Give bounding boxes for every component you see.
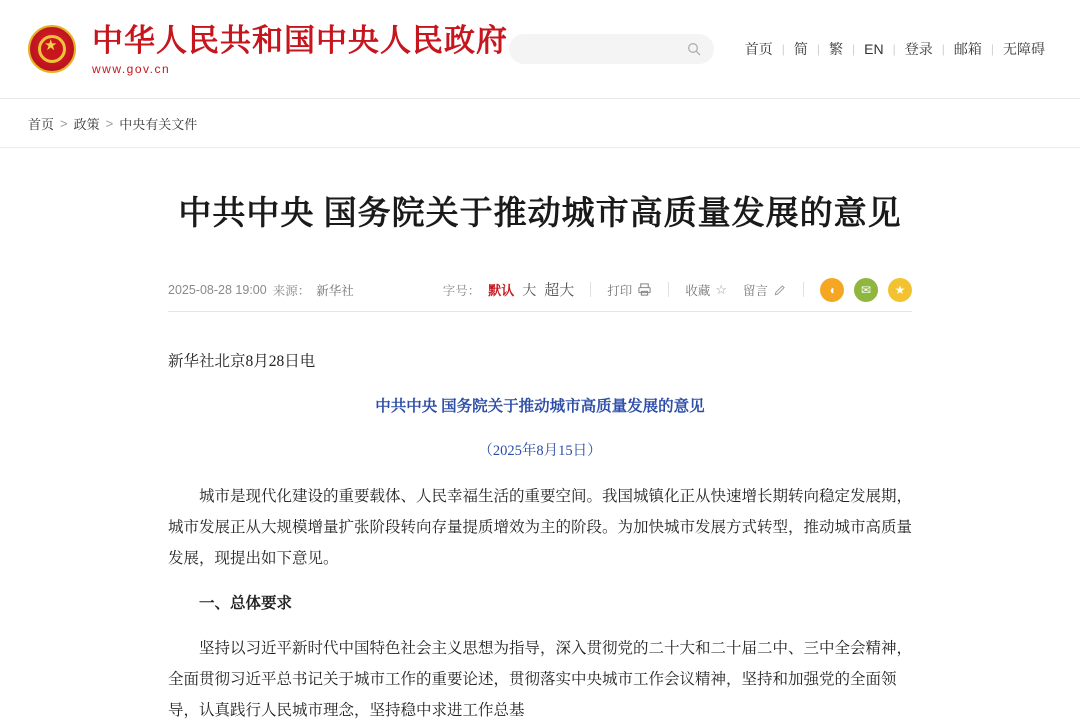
nav-item-simplified[interactable]: 简 <box>793 41 808 57</box>
comment-button[interactable] <box>743 281 787 299</box>
brand-subtitle: www.gov.cn <box>92 61 171 76</box>
site-brand[interactable] <box>92 23 508 76</box>
search-input[interactable] <box>521 41 686 57</box>
nav-separator: | <box>892 42 896 56</box>
site-header <box>0 0 1080 99</box>
nav-item-traditional[interactable]: 繁 <box>829 41 844 57</box>
divider <box>803 282 804 297</box>
paragraph-1: 城市是现代化建设的重要载体、人民幸福生活的重要空间。我国城镇化正从快速增长期转向稳定发展期，城市发展正从大规模增量扩张阶段转向存量提质增效为主的阶段。为加快城市发展方式转型，推动城市高质量发展，现提出如下意见。 <box>168 488 913 567</box>
font-size-control <box>443 279 575 300</box>
nav-separator: | <box>990 42 994 56</box>
search-box[interactable] <box>509 34 714 64</box>
article-meta-bar <box>168 268 912 312</box>
nav-separator: | <box>852 42 856 56</box>
nav-item-accessibility[interactable]: 无障碍 <box>1003 41 1045 57</box>
pencil-icon <box>773 283 787 297</box>
nav-item-english[interactable]: EN <box>864 41 884 57</box>
nav-item-mail[interactable]: 邮箱 <box>953 41 982 57</box>
font-size-default-button[interactable]: 默认 <box>488 283 515 298</box>
source-label: 来源： <box>272 283 311 298</box>
nav-separator: | <box>781 42 785 56</box>
publish-datetime: 2025-08-28 19:00 <box>168 282 267 297</box>
share-buttons <box>820 278 912 302</box>
header-nav <box>736 39 1054 59</box>
font-size-large-button[interactable]: 大 <box>522 282 537 298</box>
nav-item-login[interactable]: 登录 <box>904 41 933 57</box>
star-icon: ☆ <box>715 281 727 297</box>
dateline: 新华社北京8月28日电 <box>168 353 316 370</box>
divider <box>590 282 591 297</box>
document-date: （2025年8月15日） <box>478 443 602 459</box>
breadcrumb-item-central-documents[interactable]: 中央有关文件 <box>119 116 198 132</box>
document-subtitle: 中共中央 国务院关于推动城市高质量发展的意见 <box>375 398 705 415</box>
breadcrumb-separator: > <box>105 115 114 131</box>
article-body <box>168 346 912 726</box>
printer-icon <box>637 282 652 297</box>
header-right <box>509 34 1054 64</box>
source-name: 新华社 <box>316 283 354 298</box>
font-size-xlarge-button[interactable]: 超大 <box>544 282 575 299</box>
breadcrumb-item-home[interactable]: 首页 <box>28 116 55 132</box>
paragraph-2: 坚持以习近平新时代中国特色社会主义思想为指导，深入贯彻党的二十大和二十届二中、三中全会精神，全面贯彻习近平总书记关于城市工作的重要论述，贯彻落实中央城市工作会议精神，坚持和加强党的全面领导，认真践行人民城市理念，坚持稳中求进工作总基 <box>168 640 913 719</box>
breadcrumb-item-policy[interactable]: 政策 <box>73 116 100 132</box>
nav-separator: | <box>816 42 821 56</box>
meta-center <box>443 278 912 302</box>
print-button[interactable] <box>607 281 652 299</box>
comment-label: 留言 <box>742 283 768 298</box>
national-emblem-icon: ★ <box>26 23 78 75</box>
font-size-label: 字号： <box>442 284 481 298</box>
print-label: 打印 <box>607 283 633 298</box>
breadcrumb-separator: > <box>60 115 68 131</box>
brand-title: 中华人民共和国中央人民政府 <box>92 22 508 58</box>
divider <box>668 282 669 297</box>
breadcrumb <box>0 99 1080 148</box>
qzone-share-icon[interactable]: ★ <box>888 278 912 302</box>
wechat-share-icon[interactable]: ✉ <box>854 278 878 302</box>
favorite-button[interactable] <box>685 281 727 299</box>
favorite-label: 收藏 <box>685 283 711 298</box>
page-title: 中共中央 国务院关于推动城市高质量发展的意见 <box>178 196 902 232</box>
weibo-share-icon[interactable]: ◖ <box>820 278 844 302</box>
nav-separator: | <box>941 42 945 56</box>
search-icon[interactable] <box>686 41 702 57</box>
article <box>0 192 1080 726</box>
section-heading-1: 一、总体要求 <box>199 595 293 612</box>
nav-item-home[interactable]: 首页 <box>744 41 773 57</box>
meta-left <box>168 281 354 299</box>
